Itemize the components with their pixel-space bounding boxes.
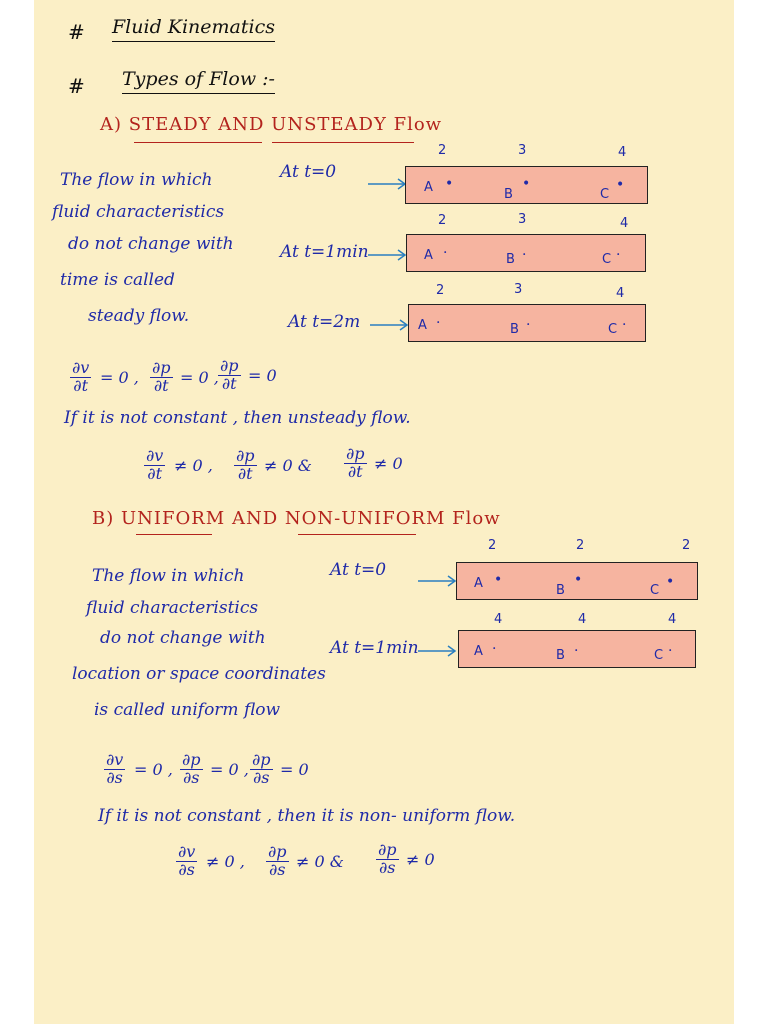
section-number: 2 (436, 283, 445, 298)
time-label: At t=0 (280, 162, 337, 182)
time-label: At t=0 (330, 560, 387, 580)
equation-rhs: ≠ 0 (406, 850, 435, 869)
section-number: 3 (514, 282, 523, 297)
definition-line: location or space coordinates (72, 664, 326, 684)
point-label: B (506, 252, 515, 267)
non-uniform-condition: If it is not constant , then it is non- uniform flow. (98, 806, 516, 826)
point-label: A (418, 318, 427, 333)
fraction: $\frac{\partial p}{\partial t}$ (236, 446, 255, 483)
equation-rhs: = 0 (280, 760, 309, 779)
fraction: $\frac{\partial v}{\partial t}$ (72, 358, 90, 395)
point-label: C (600, 187, 610, 202)
point-label: C (650, 583, 660, 598)
section-number: 2 (576, 538, 585, 553)
fraction: $\frac{\partial p}{\partial t}$ (220, 356, 239, 393)
underline-steady (134, 142, 262, 143)
equation-rhs: = 0 , (180, 368, 219, 387)
definition-line: is called uniform flow (94, 700, 281, 720)
equation-rhs: ≠ 0 & (296, 852, 344, 871)
page-title: Fluid Kinematics (112, 16, 275, 42)
equation-rhs: ≠ 0 & (264, 456, 312, 475)
point-label: C (602, 252, 612, 267)
equation-rhs: = 0 , (100, 368, 139, 387)
point-label: A (474, 576, 483, 591)
equation-rhs: = 0 , (210, 760, 249, 779)
point-label: A (424, 248, 433, 263)
section-number: 4 (668, 612, 677, 627)
fraction: $\frac{\partial v}{\partial s}$ (106, 750, 124, 787)
equation-rhs: = 0 , (134, 760, 173, 779)
section-number: 4 (618, 145, 627, 160)
section-number: 4 (620, 216, 629, 231)
point-label: C (608, 322, 618, 337)
equation-rhs: ≠ 0 , (206, 852, 245, 871)
section-number: 4 (578, 612, 587, 627)
underline-uniform (136, 534, 212, 535)
point-label: C (654, 648, 664, 663)
flow-arrow-icon (368, 177, 408, 191)
fraction: $\frac{\partial p}{\partial s}$ (268, 842, 287, 879)
underline-non-uniform (298, 534, 416, 535)
time-label: At t=2m (288, 312, 361, 332)
section-number: 4 (616, 286, 625, 301)
definition-line: do not change with (100, 628, 266, 648)
fraction: $\frac{\partial p}{\partial s}$ (252, 750, 271, 787)
equation-rhs: = 0 (248, 366, 277, 385)
point-label: B (510, 322, 519, 337)
fraction: $\frac{\partial p}{\partial s}$ (378, 840, 397, 877)
definition-line: steady flow. (88, 306, 190, 326)
underline-unsteady (272, 142, 414, 143)
fraction: $\frac{\partial p}{\partial t}$ (152, 358, 171, 395)
equation-rhs: ≠ 0 (374, 454, 403, 473)
section-a-heading: A) STEADY AND UNSTEADY Flow (100, 114, 443, 135)
section-number: 2 (682, 538, 691, 553)
section-number: 4 (494, 612, 503, 627)
bullet-hash: # (68, 20, 85, 44)
section-b-heading: B) UNIFORM AND NON-UNIFORM Flow (92, 508, 501, 529)
point-label: B (504, 187, 513, 202)
definition-line: The flow in which (92, 566, 245, 586)
definition-line: do not change with (68, 234, 234, 254)
definition-line: time is called (60, 270, 175, 290)
point-label: A (474, 644, 483, 659)
flow-arrow-icon (368, 248, 408, 262)
time-label: At t=1min (280, 242, 369, 262)
fraction: $\frac{\partial p}{\partial s}$ (182, 750, 201, 787)
fraction: $\frac{\partial p}{\partial t}$ (346, 444, 365, 481)
section-number: 3 (518, 212, 527, 227)
point-label: B (556, 583, 565, 598)
definition-line: fluid characteristics (52, 202, 225, 222)
point-label: B (556, 648, 565, 663)
time-label: At t=1min (330, 638, 419, 658)
flow-arrow-icon (418, 644, 458, 658)
section-number: 2 (438, 143, 447, 158)
section-number: 3 (518, 143, 527, 158)
fraction: $\frac{\partial v}{\partial s}$ (178, 842, 196, 879)
unsteady-condition: If it is not constant , then unsteady flow. (64, 408, 411, 428)
equation-rhs: ≠ 0 , (174, 456, 213, 475)
flow-arrow-icon (370, 318, 410, 332)
fraction: $\frac{\partial v}{\partial t}$ (146, 446, 164, 483)
bullet-hash: # (68, 74, 85, 98)
definition-line: The flow in which (60, 170, 213, 190)
point-label: A (424, 180, 433, 195)
types-heading: Types of Flow :- (122, 68, 275, 94)
flow-arrow-icon (418, 574, 458, 588)
section-number: 2 (438, 213, 447, 228)
section-number: 2 (488, 538, 497, 553)
definition-line: fluid characteristics (86, 598, 259, 618)
